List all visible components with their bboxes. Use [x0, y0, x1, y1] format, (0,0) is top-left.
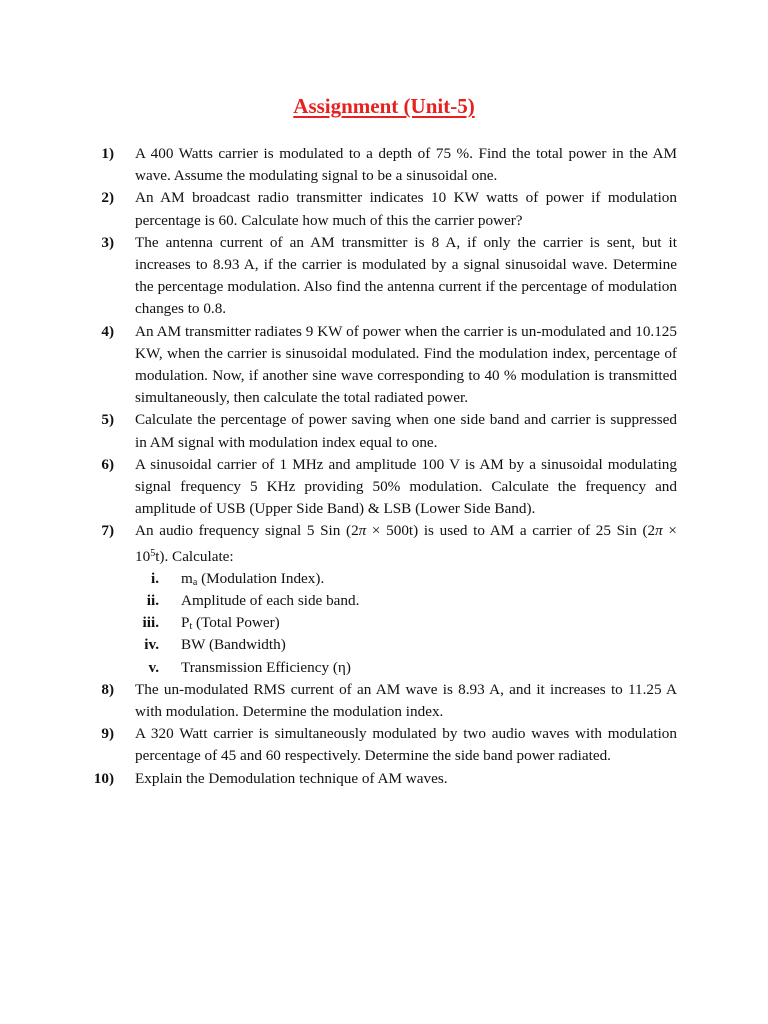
question-number: 8)	[101, 680, 114, 698]
subitem-iii	[0, 612, 768, 634]
page-title: Assignment (Unit-5)	[293, 94, 475, 118]
question-text: A 320 Watt carrier is simultaneously modulated by two audio waves with modulation percentage of 45 and 60 respectively. Determine the side band power radiated.	[135, 725, 677, 765]
question-number: 9)	[101, 725, 114, 743]
question-3	[0, 232, 768, 321]
subitem-number: iii.	[142, 614, 159, 632]
question-number: 2)	[101, 189, 114, 207]
pi-symbol: π	[358, 522, 367, 540]
question-2	[0, 187, 768, 231]
question-text: A sinusoidal carrier of 1 MHz and amplitude 100 V is AM by a sinusoidal modulating signal frequency 5 KHz providing 50% modulation. Calculate the frequency and amplitude of USB (Upper Side Band) & LSB (Lower Side Band).	[135, 455, 677, 518]
pi-symbol: π	[655, 522, 663, 540]
exponent: 5	[150, 547, 156, 559]
subitem-number: iv.	[144, 636, 159, 654]
question-7	[0, 520, 768, 567]
subitem-text: Amplitude of each side band.	[181, 592, 360, 610]
question-number: 6)	[101, 455, 114, 473]
subitem-text: BW (Bandwidth)	[181, 636, 286, 654]
subitem-v	[0, 657, 768, 679]
question-text-part: An audio frequency signal 5 Sin (2	[135, 522, 359, 540]
question-8	[0, 679, 768, 723]
subitem-i	[0, 568, 768, 590]
subitem-number: v.	[148, 658, 159, 676]
question-5	[0, 409, 768, 453]
subitem-text: $m_a$ (Modulation Index).	[181, 569, 325, 588]
question-number: 4)	[101, 322, 114, 340]
question-text: The un-modulated RMS current of an AM wave is 8.93 A, and it increases to 11.25 A with modulation. Determine the modulation index.	[135, 680, 677, 720]
question-1	[0, 143, 768, 187]
question-6	[0, 454, 768, 521]
question-number: 7)	[101, 522, 114, 540]
question-text: Calculate the percentage of power saving when one side band and carrier is suppressed in AM signal with modulation index equal to one.	[135, 411, 677, 451]
question-text-part: × 500t) is used to AM a carrier of 25 Sin (2	[366, 522, 656, 540]
question-4	[0, 321, 768, 410]
question-10	[0, 768, 768, 790]
question-text: An AM transmitter radiates 9 KW of power when the carrier is un-modulated and 10.125 KW, when the carrier is sinusoidal modulated. Find the modulation index, percentage of modulation. Now, if another sine wave corresponding to 40 % modulation is transmitted simultaneously, then calculate the total radiated power.	[135, 322, 677, 407]
question-text	[135, 520, 677, 567]
question-text: An AM broadcast radio transmitter indicates 10 KW watts of power if modulation percentage is 60. Calculate how much of this the carrier power?	[135, 189, 677, 229]
subitem-text: $P_t$ (Total Power)	[181, 614, 280, 633]
question-number: 3)	[101, 233, 114, 251]
question-number: 10)	[93, 769, 114, 787]
question-9	[0, 723, 768, 767]
question-text: A 400 Watts carrier is modulated to a depth of 75 %. Find the total power in the AM wave. Assume the modulating signal to be a sinusoidal one.	[135, 145, 677, 185]
question-text: Explain the Demodulation technique of AM waves.	[135, 769, 448, 787]
question-text-part: t). Calculate:	[155, 547, 234, 565]
subitem-number: ii.	[146, 592, 159, 610]
subitem-text: Transmission Efficiency (η)	[181, 658, 351, 676]
question-text-part: × 10	[135, 522, 677, 565]
subitem-iv	[0, 634, 768, 656]
question-number: 5)	[101, 411, 114, 429]
question-list	[0, 143, 768, 790]
subitem-ii	[0, 590, 768, 612]
question-number: 1)	[101, 145, 114, 162]
question-text: The antenna current of an AM transmitter is 8 A, if only the carrier is sent, but it increases to 8.93 A, if the carrier is modulated by a signal sinusoidal wave. Determine the percentage modulation. Also find the antenna current if the percentage of modulation changes to 0.8.	[135, 233, 677, 318]
subitem-number: i.	[150, 569, 159, 587]
